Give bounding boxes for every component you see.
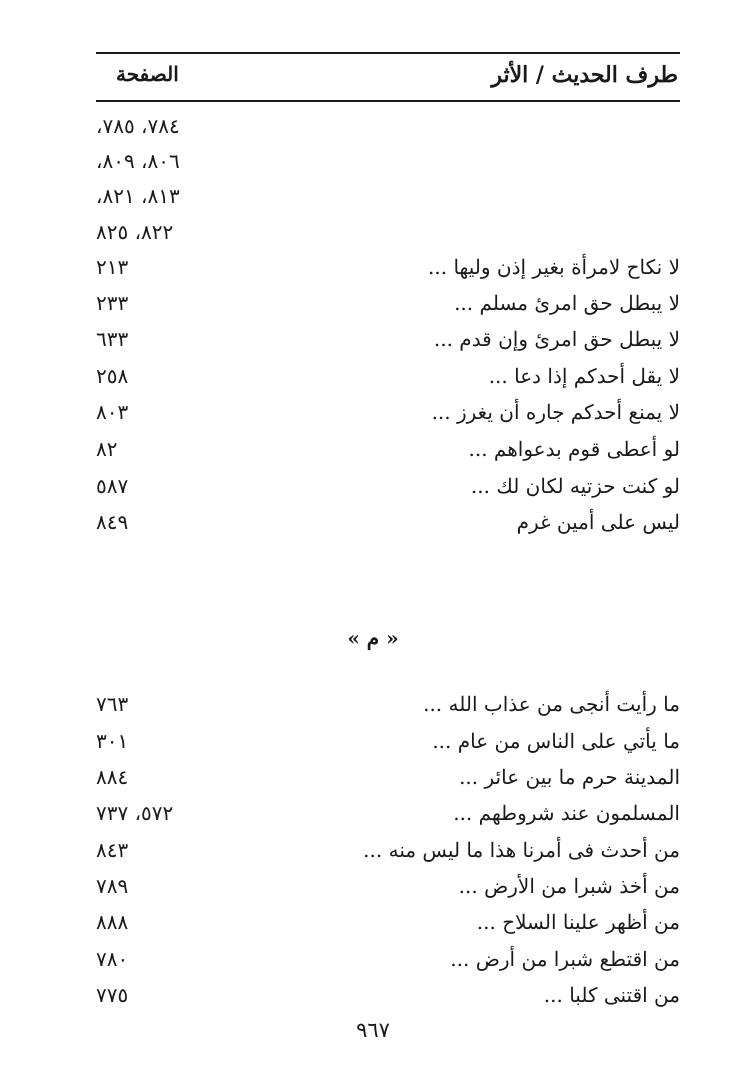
hadith-text: المدينة حرم ما بين عائر ... bbox=[459, 765, 680, 789]
hadith-text: لا يمنع أحدكم جاره أن يغرز ... bbox=[431, 400, 680, 424]
page-refs: ٨٨٤ bbox=[96, 765, 129, 789]
page-refs: ٨١٣، ٨٢١، bbox=[96, 184, 180, 208]
table-header bbox=[96, 52, 680, 102]
index-row bbox=[96, 182, 680, 218]
index-row bbox=[96, 435, 680, 471]
page-refs: ٣٠١ bbox=[96, 729, 129, 753]
hadith-text: لو أعطى قوم بدعواهم ... bbox=[468, 437, 680, 461]
hadith-text: من أخذ شبرا من الأرض ... bbox=[458, 874, 680, 898]
index-row bbox=[96, 908, 680, 944]
index-row bbox=[96, 799, 680, 835]
hadith-text: لا يبطل حق امرئ وإن قدم ... bbox=[433, 327, 680, 351]
page-refs: ٨٤٩ bbox=[96, 510, 129, 534]
page-refs: ٨٠٦، ٨٠٩، bbox=[96, 149, 180, 173]
page-refs: ٧٨٠ bbox=[96, 947, 129, 971]
index-row bbox=[96, 362, 680, 398]
index-row bbox=[96, 763, 680, 799]
hadith-text: لا نكاح لامرأة بغير إذن وليها ... bbox=[428, 255, 680, 279]
index-row bbox=[96, 836, 680, 872]
index-row bbox=[96, 289, 680, 325]
hadith-text: لو كنت حزتيه لكان لك ... bbox=[470, 474, 680, 498]
hadith-text: لا يبطل حق امرئ مسلم ... bbox=[454, 291, 680, 315]
hadith-text: المسلمون عند شروطهم ... bbox=[453, 801, 680, 825]
page-refs: ٥٨٧ bbox=[96, 474, 129, 498]
header-title: طرف الحديث / الأثر bbox=[491, 62, 678, 88]
index-row bbox=[96, 945, 680, 981]
page-refs: ٢٥٨ bbox=[96, 364, 129, 388]
page-refs: ٨٨٨ bbox=[96, 910, 129, 934]
page-refs: ٨٠٣ bbox=[96, 400, 129, 424]
index-row bbox=[96, 981, 680, 1017]
index-row bbox=[96, 872, 680, 908]
page-refs: ٨٤٣ bbox=[96, 838, 129, 862]
page-refs: ٧٨٤، ٧٨٥، bbox=[96, 114, 180, 138]
index-row bbox=[96, 508, 680, 544]
index-row bbox=[96, 398, 680, 434]
index-row bbox=[96, 112, 680, 148]
hadith-text: من اقتنى كلبا ... bbox=[543, 983, 680, 1007]
hadith-text: ما يأتي على الناس من عام ... bbox=[432, 729, 680, 753]
index-row bbox=[96, 325, 680, 361]
hadith-text: من أحدث فى أمرنا هذا ما ليس منه ... bbox=[363, 838, 680, 862]
page-refs: ٨٢٢، ٨٢٥ bbox=[96, 220, 174, 244]
page-refs: ٧٧٥ bbox=[96, 983, 129, 1007]
hadith-text: لا يقل أحدكم إذا دعا ... bbox=[488, 364, 680, 388]
index-row bbox=[96, 147, 680, 183]
page-number: ٩٦٧ bbox=[356, 1018, 390, 1042]
page-refs: ٧٨٩ bbox=[96, 874, 129, 898]
hadith-text: من أظهر علينا السلاح ... bbox=[476, 910, 680, 934]
page-refs: ٢٣٣ bbox=[96, 291, 129, 315]
index-row bbox=[96, 690, 680, 726]
hadith-text: ما رأيت أنجى من عذاب الله ... bbox=[423, 692, 680, 716]
hadith-text: ليس على أمين غرم bbox=[516, 510, 680, 534]
page-refs: ٧٦٣ bbox=[96, 692, 129, 716]
header-page-column: الصفحة bbox=[116, 62, 179, 86]
index-row bbox=[96, 253, 680, 289]
index-row bbox=[96, 218, 680, 254]
page-refs: ٨٢ bbox=[96, 437, 118, 461]
page-refs: ٥٧٢، ٧٣٧ bbox=[96, 801, 174, 825]
page-refs: ٦٣٣ bbox=[96, 327, 129, 351]
index-row bbox=[96, 472, 680, 508]
section-letter-heading: « م » bbox=[347, 626, 399, 650]
index-row bbox=[96, 727, 680, 763]
hadith-text: من اقتطع شبرا من أرض ... bbox=[450, 947, 680, 971]
page-refs: ٢١٣ bbox=[96, 255, 129, 279]
